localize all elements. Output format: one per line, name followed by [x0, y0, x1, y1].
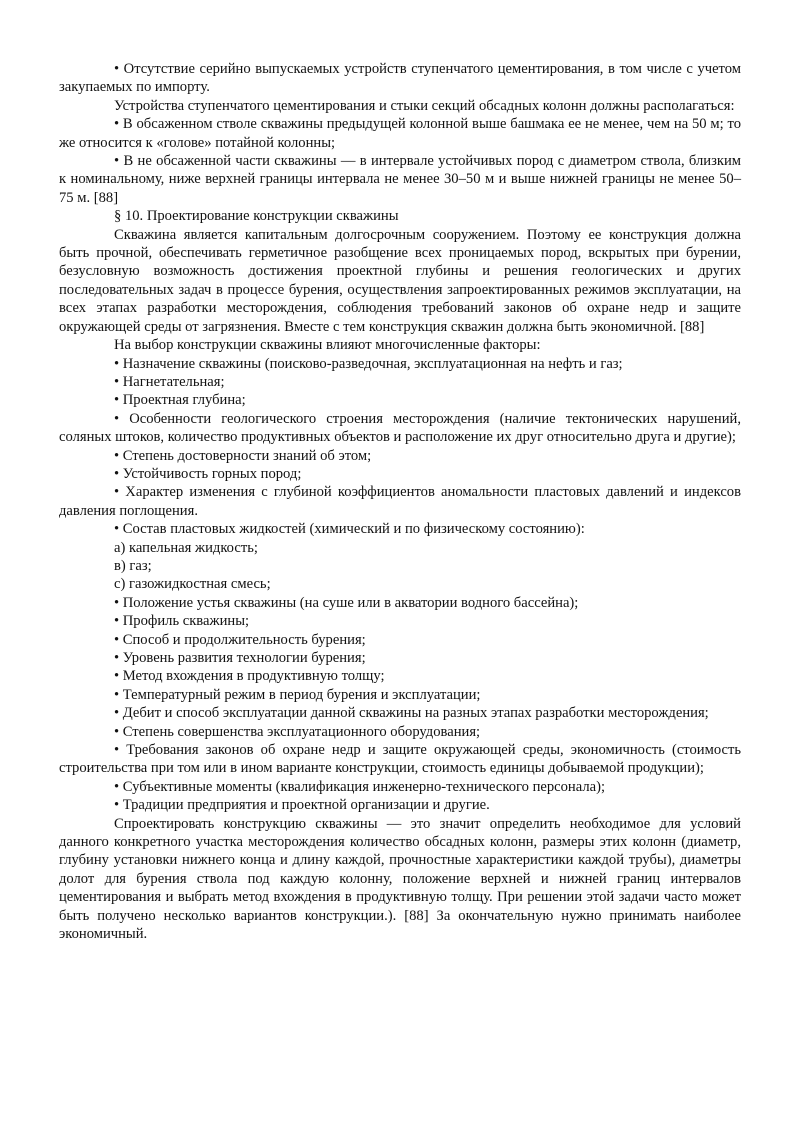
document-page — [59, 60, 741, 944]
list-item-3: • Проектная глубина; — [114, 392, 246, 409]
list-item-19: • Традиции предприятия и проектной организации и другие. — [114, 797, 490, 814]
list-item-13: • Метод вхождения в продуктивную толщу; — [114, 668, 385, 685]
list-item-4: • Особенности геологического строения месторождения (наличие тектонических нарушений, соляных штоков, количество продуктивных объектов и расположение их друг относительно друга и другие); — [59, 410, 741, 446]
list-item-5: • Степень достоверности знаний об этом; — [114, 447, 372, 464]
list-item-15: • Дебит и способ эксплуатации данной скважины на разных этапах разработки месторождения; — [114, 705, 709, 722]
list-item-7: • Характер изменения с глубиной коэффициентов аномальности пластовых давлений и индексов давления поглощения. — [59, 484, 741, 519]
list-item-9: • Положение устья скважины (на суше или в акватории водного бассейна); — [114, 594, 579, 611]
paragraph-1: • Отсутствие серийно выпускаемых устройств ступенчатого цементирования, в том числе с учетом закупаемых по импорту. — [59, 61, 741, 96]
list-item-6: • Устойчивость горных пород; — [114, 465, 302, 482]
paragraph-2: Устройства ступенчатого цементирования и стыки секций обсадных колонн должны располагаться: — [114, 97, 735, 114]
paragraph-4: • В не обсаженной части скважины — в интервале устойчивых пород с диаметром ствола, близким к номинальному, ниже верхней границы интервала не менее 30–50 м и выше нижней границы не менее 50–75 м. [88] — [59, 153, 741, 206]
list-item-11: • Способ и продолжительность бурения; — [114, 631, 366, 648]
paragraph-final: Спроектировать конструкцию скважины — это значит определить необходимое для условий данного конкретного участка месторождения количество обсадных колонн, размеры этих колонн (диаметр, глубину установки нижнего конца и длину каждой, прочностные характеристики каждой трубы), диаметры долот для бурения ствола под каждую колонну, положение верхней и нижней границ интервалов цементирования и выбрать метод вхождения в продуктивную толщу. При решении этой задачи часто может быть получено несколько вариантов конструкции.). [88] За окончательную нужно принимать наиболее экономичный. — [59, 815, 741, 943]
list-item-1: • Назначение скважины (поисково-разведочная, эксплуатационная на нефть и газ; — [114, 355, 623, 372]
sub-item-a: а) капельная жидкость; — [114, 539, 258, 556]
paragraph-6: Скважина является капитальным долгосрочным сооружением. Поэтому ее конструкция должна быть прочной, обеспечивать герметичное разобщение всех проницаемых пород, вскрытых при бурении, безусловную возможность достижения проектной глубины и решения геологических и других последовательных задач в процессе бурения, осуществления запроектированных режимов эксплуатации, на всех этапах разработки месторождения, соблюдения требований законов об охране недр и защите окружающей среды от загрязнения. Вместе с тем конструкция скважин должна быть экономичной. [88] — [59, 226, 741, 335]
list-item-12: • Уровень развития технологии бурения; — [114, 650, 366, 666]
section-heading: § 10. Проектирование конструкции скважины — [114, 208, 399, 225]
sub-item-b: в) газ; — [114, 557, 152, 574]
list-item-2: • Нагнетательная; — [114, 373, 225, 390]
list-item-10: • Профиль скважины; — [114, 613, 250, 630]
sub-item-c: с) газожидкостная смесь; — [114, 576, 271, 593]
list-item-8: • Состав пластовых жидкостей (химический и по физическому состоянию): — [114, 521, 585, 538]
paragraph-3: • В обсаженном стволе скважины предыдущей колонной выше башмака ее не менее, чем на 50 м; то же относится к «голове» потайной колонны; — [59, 116, 741, 151]
list-item-16: • Степень совершенства эксплуатационного оборудования; — [114, 723, 481, 740]
list-item-17: • Требования законов об охране недр и защите окружающей среды, экономичность (стоимость строительства при том или в ином варианте конструкции, стоимость единицы добываемой продукции); — [59, 742, 741, 777]
paragraph-7: На выбор конструкции скважины влияют многочисленные факторы: — [114, 337, 541, 354]
list-item-18: • Субъективные моменты (квалификация инженерно-технического персонала); — [114, 778, 606, 795]
list-item-14: • Температурный режим в период бурения и эксплуатации; — [114, 686, 481, 703]
